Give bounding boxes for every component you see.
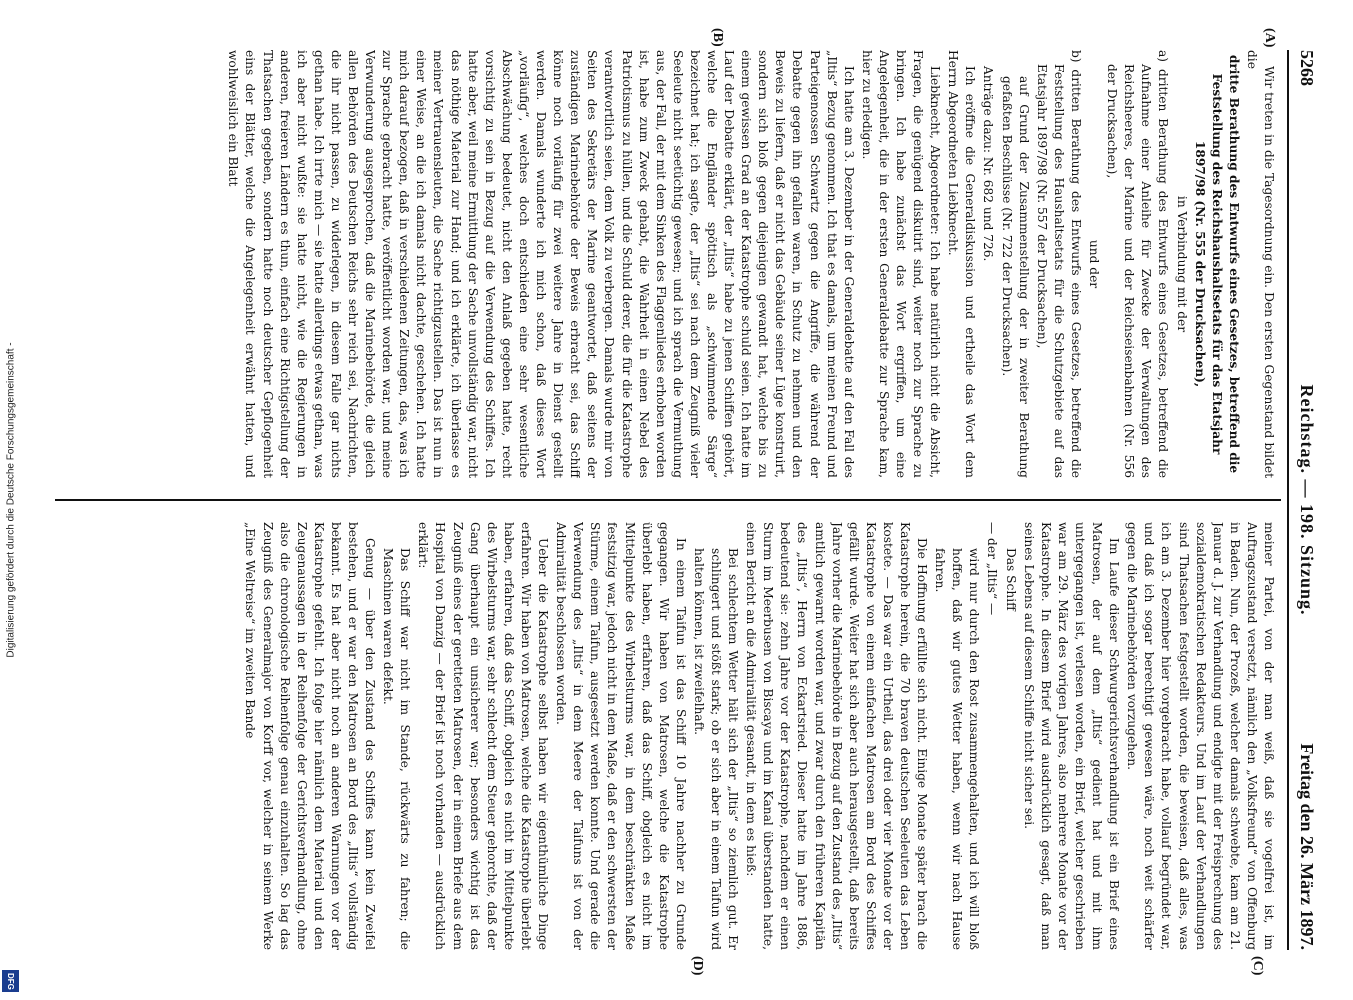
page-header (1287, 50, 1325, 950)
left-column (57, 50, 1277, 478)
speech-paragraph: Ueber die Katastrophe selbst haben wir eigenthümliche Dinge erfahren. Wir haben von Matrosen, welche die Katastrophe überlebt haben, erfahren, daß das Schiff, obgleich es nicht im Mittelpunkte des Wirbelsturms war, sehr schlecht dem Steuer gehorchte, daß der Gang überhaupt ein unsicherer war; besonders wichtig ist das Zeugniß eines der geretteten Matrosen, der in einem Briefe aus dem Hospital von Danzig — der Brief ist noch vorhanden — ausdrücklich erklärt: (416, 522, 551, 950)
speech-paragraph: Liebknecht, Abgeordneter: Ich habe natürlich nicht die Absicht, Fragen, die genügend diskutirt sind, weiter noch zur Sprache zu bringen. Ich habe zunächst das Wort ergriffen, um eine Angelegenheit, die in der ersten Generaldebatte zur Sprache kam, hier zu erledigen. (859, 50, 943, 478)
speech-paragraph: meiner Partei, von der man weiß, daß sie vogelfrei ist, im Auftragszustand versetzt, nämlich den „Volksfreund“ von Offenburg in Baden. Nun, der Prozeß, welcher damals schwebte, kam am 21. Januar d. J. zur Verhandlung und endigte mit der Freisprechung des sozialdemokratischen Redakteurs. Und im Lauf der Verhandlungen sind Thatsachen festgestellt worden, die beweisen, daß alles, was ich am 3. Dezember hier vorgebracht habe, vollauf begründet war, und daß ich sogar berechtigt gewesen wäre, noch weit schärfer gegen die Marinebehörden vorzugehen. (1125, 522, 1276, 950)
speech-paragraph: Genug — über den Zustand des Schiffes kann kein Zweifel bestehen, und er war den Matrosen an Bord des „Iltis“ vollständig bekannt. Es hat aber nicht noch an anderen Warnungen vor der Katastrophe gefehlt. Ich folge hier nämlich dem Material und den Zeugenaussagen in der Reihenfolge der Gerichtsverhandlung, ohne also die chronologische Reihenfolge genau einzuhalten. So lag das Zeugniß des Generalmajor von Korff vor, welcher in seinem Werke „Eine Weltreise“ im zweiten Bande (243, 522, 378, 950)
page-number: 5268 (1297, 50, 1317, 86)
speech-paragraph: In einem Taifun ist das Schiff 10 Jahre nachher zu Grunde gegangen. Wir haben von Matrosen, welche die Katastrophe überlebt haben, erfahren, daß das Schiff, obgleich es nicht im Mittelpunkte des Wirbelsturms war, in dem beschränkten Maße festsitzig war, jedoch nicht in dem Maße, daß er den schwersten der Stürme, einem Taifun, ausgesetzt werden konnte. Und gerade die Verwendung des „Iltis“ in dem Meere der Taifuns ist von der Admiralität beschlossen worden. (554, 522, 688, 950)
session-title: Reichstag. — 198. Sitzung. (1297, 384, 1317, 616)
agenda-item-a: a) dritten Berathung des Entwurfs eines Gesetzes, betreffend die Aufnahme einer Anleihe für Zwecke der Verwaltungen des Reichsheeres, der Marine und der Reichseisenbahnen (Nr. 556 der Drucksachen), (1105, 50, 1171, 478)
column-divider (55, 499, 1281, 501)
margin-marker-d: (D) (690, 956, 705, 976)
quote-line: — der „Iltis“ — (985, 522, 1000, 616)
paragraph: auf Grund der Zusammenstellung der in zweiter Berathung gefaßten Beschlüsse (Nr. 722 der Drucksachen). (999, 76, 1031, 478)
agenda-item-title: dritte Berathung des Entwurfs eines Gesetzes, betreffend die Feststellung des Reichshaushaltsetats für das Etatsjahr 1897/98 (Nr. 555 der Drucksachen), (1192, 54, 1241, 474)
speech-paragraph: Im Laufe dieser Schwurgerichtsverhandlung ist ein Brief eines Matrosen, der auf dem „Iltis“ gedient hat und mit ihm untergegangen ist, verlesen worden, ein Brief, welcher geschrieben war am 29. März des vorigen Jahres, also mehrere Monate vor der Katastrophe. In diesem Brief wird ausdrücklich gesagt, daß man seines Lebens auf diesem Schiffe nicht sicher sei. (1021, 522, 1122, 950)
paragraph: Wir treten in die Tagesordnung ein. Den ersten Gegenstand bildet die (1244, 50, 1276, 478)
scanned-page (51, 28, 1325, 976)
paragraph: Ich eröffne die Generaldiskussion und ertheile das Wort dem Herrn Abgeordneten Liebknecht. (946, 50, 978, 478)
session-date: Freitag den 26. März 1897. (1297, 743, 1317, 950)
quote-block: Bei schlechtem Wetter hält sich der „Iltis“ so ziemlich gut. Er schlingert und stößt stark; ob er sich aber in einem Taifun wird halten können, ist zweifelhaft. (691, 548, 741, 950)
quote-block: Das Schiff war nicht im Stande, rückwärts zu fahren; die Maschinen waren defekt. (381, 548, 413, 950)
paragraph: und der (1087, 239, 1102, 289)
margin-marker-c: (C) (1250, 956, 1265, 976)
paragraph: in Verbindung mit der (1174, 195, 1189, 333)
right-column (57, 522, 1277, 950)
quote-line: wird nur durch den Rost zusammengehalten, und ich will bloß hoffen, daß wir gutes Wetter haben, wenn wir nach Hause fahren. (933, 548, 982, 950)
margin-marker-a: (A) (1262, 28, 1277, 48)
paragraph: Anträge dazu: Nr. 682 und 726. (981, 66, 996, 262)
agenda-item-b: b) dritten Berathung des Entwurfs eines Gesetzes, betreffend die Feststellung des Haushaltsetats für die Schutzgebiete auf das Etatsjahr 1897/98 (Nr. 557 der Drucksachen), (1034, 50, 1083, 478)
quote-line: Das Schiff (1003, 548, 1018, 611)
dfg-logo: DFG (2, 970, 19, 992)
margin-marker-b: (B) (710, 28, 725, 47)
speech-paragraph: Die Hoffnung erfüllte sich nicht. Einige Monate später brach die Katastrophe herein, die 70 braven deutschen Seeleuten das Leben kostete. — Das war ein Urtheil, das drei oder vier Monate vor der Katastrophe von einem einfachen Matrosen am Bord des Schiffes gefällt wurde. Weiter hat sich aber auch herausgestellt, daß bereits Jahre vorher die Marinebehörde in Bezug auf den Zustand des „Iltis“ amtlich gewarnt worden war, und zwar durch den früheren Kapitän des „Iltis“, Herrn von Eckartsried. Dieser hatte im Jahre 1886, bedeutend sie: zehn Jahre vor der Katastrophe, nachdem er einen Sturm im Meerbusen von Biscaya und im Kanal überstanden hatte, einen Bericht an die Admiralität gesandt, in dem es hieß: (744, 522, 930, 950)
digitization-note: Digitalisierung gefördert durch die Deutsche Forschungsgemeinschaft - (5, 342, 17, 658)
speech-paragraph: Ich hatte am 3. Dezember in der Generaldebatte auf den Fall des „Iltis“ Bezug genommen. Ich that es damals, um meinen Freund und Parteigenossen Schwartz gegen die Angriffe, die während der Debatte gegen ihn gefallen waren, in Schutz zu nehmen und den Beweis zu liefern, daß er nicht das Gebäude seiner Lüge konstruirt, sondern sich bloß gegen diejenigen gewandt hat, welche bis zu einem gewissen Grad an der Katastrophe schuld seien. Ich hatte im Lauf der Debatte erklärt, der „Iltis“ habe zu jenen Schiffen gehört, welche die Engländer spöttisch als „schwimmende Särge“ bezeichnet hat; ich sagte, der „Iltis“ sei nach dem Zeugniß vieler Seeleute nicht seetüchtig gewesen; und ich sprach die Vermuthung aus, der Fall, der mit dem Sinken des Flaggenliedes erhoben worden ist, habe zum Zweck gehabt, die Wahrheit in einen Nebel des Patriotismus zu hüllen, und die Schuld derer, die für die Katastrophe verantwortlich seien, dem Volk zu verbergen. Damals wurde mir von Seiten des Sekretärs der Marine geantwortet, daß seitens der zuständigen Marinebehörde der Beweis erbracht sei, das Schiff könne noch vorläufig für zwei weitere Jahre in Dienst gestellt werden. Damals wunderte ich mich schon, daß dieses Wort „vorläufig“, welches doch entschieden eine sehr wesentliche Abschwächung bedeutet, nicht den Anlaß gegeben hatte, recht vorsichtig zu sein in Bezug auf die Verwendung des Schiffes. Ich hatte aber, weil meine Ermittlung der Sache unvollständig war, nicht das nöthige Material zur Hand; und ich erklärte, ich überlasse es meiner Vertrauensleuten, die Sache richtigzustellen. Das ist nun in einer Weise, an die ich damals nicht dachte, geschehen. Ich hatte mich darauf bezogen, daß in verschiedenen Zeitungen, das, was ich zur Sprache gebracht hatte, veröffentlicht worden war, und meine Verwunderung ausgesprochen, daß die Marinebehörde, die gleich allen Behörden des Deutschen Reichs sehr reich sei, Nachrichten, die ihr nicht passen, zu widerlegen, in diesem Falle gar nichts gethan habe. Ich irrte mich — sie hatte allerdings etwas gethan, was ich aber nicht wußte: sie hatte nicht, wie die Regierungen in anderen, freieren Ländern es thun, einfach eine Richtigstellung der Thatsachen gegeben, sondern hatte noch deutscher Gepflogenheit eins der Blätter, welche die Angelegenheit erwähnt hatten, und wohlweislich ein Blatt (226, 50, 856, 478)
